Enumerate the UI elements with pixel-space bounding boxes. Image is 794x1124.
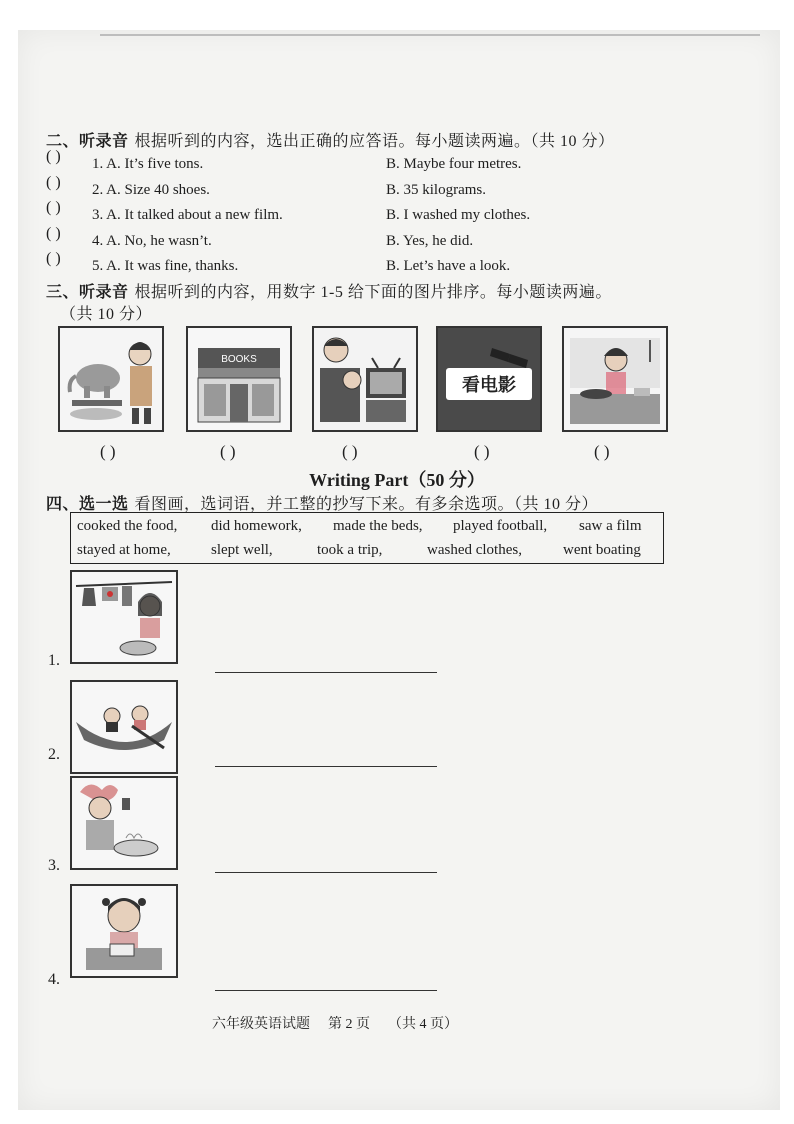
word-option: made the beds, [333,518,423,534]
option-a: 3. A. It talked about a new film. [92,207,283,223]
boating-picture [70,680,178,774]
option-a: 4. A. No, he wasn’t. [92,233,212,249]
answer-line[interactable] [215,766,437,767]
option-b: B. I washed my clothes. [386,207,531,223]
word-option: stayed at home, [77,542,171,558]
section4-instruction: 看图画，选词语，并工整的抄写下来。有多余选项。（共 10 分） [134,496,599,513]
order-paren-5[interactable]: ( ) [594,442,610,461]
option-b: B. Yes, he did. [386,233,474,249]
elephant-scale-picture [58,326,164,432]
word-option: took a trip, [317,542,383,558]
option-b: B. Maybe four metres. [386,156,522,172]
question-number: 1. [48,652,60,669]
washing-clothes-picture [70,570,178,664]
answer-paren[interactable]: ( ) [46,225,61,242]
option-a: 2. A. Size 40 shoes. [92,182,210,198]
writing-part-title: Writing Part（50 分） [309,470,485,490]
word-option: cooked the food, [77,518,178,534]
order-paren-3[interactable]: ( ) [342,442,358,461]
girl-cooking-picture [562,326,668,432]
section3-heading [46,279,612,302]
watch-film-sign: 看电影 [462,375,516,396]
option-b: B. 35 kilograms. [386,182,486,198]
order-paren-4[interactable]: ( ) [474,442,490,461]
section4-heading [46,491,598,514]
option-a: 1. A. It’s five tons. [92,156,204,172]
answer-line[interactable] [215,990,437,991]
answer-paren[interactable]: ( ) [46,199,61,216]
bookstore-sign: BOOKS [221,354,257,365]
section3-label: 三、听录音 [46,284,129,301]
footer-grade: 六年级英语试题 [212,1017,310,1032]
question-number: 3. [48,857,60,874]
section3-instruction: 根据听到的内容，用数字 1-5 给下面的图片排序。每小题读两遍。 [134,284,612,301]
answer-paren[interactable]: ( ) [46,174,61,191]
word-option: did homework, [211,518,302,534]
section2-heading [46,128,615,151]
homework-picture [70,884,178,978]
question-number: 2. [48,746,60,763]
answer-paren[interactable]: ( ) [46,250,61,267]
section4-label: 四、选一选 [46,496,129,513]
word-option: slept well, [211,542,273,558]
word-option: went boating [563,542,641,558]
word-option: saw a film [579,518,642,534]
answer-line[interactable] [215,872,437,873]
bookstore-picture [186,326,292,432]
cooking-picture [70,776,178,870]
family-tv-picture [312,326,418,432]
option-b: B. Let’s have a look. [386,258,511,274]
answer-line[interactable] [215,672,437,673]
footer-total: （共 4 页） [388,1017,458,1032]
section2-instruction: 根据听到的内容，选出正确的应答语。每小题读两遍。（共 10 分） [134,133,615,150]
section2-label: 二、听录音 [46,133,129,150]
word-option: played football, [453,518,548,534]
page-footer [212,1013,476,1033]
order-paren-2[interactable]: ( ) [220,442,236,461]
section3-score: （共 10 分） [60,306,153,323]
word-bank-box [70,512,664,564]
word-option: washed clothes, [427,542,522,558]
option-a: 5. A. It was fine, thanks. [92,258,239,274]
page-top-border [100,34,760,36]
watch-film-picture [436,326,542,432]
footer-page: 第 2 页 [328,1017,370,1032]
order-paren-1[interactable]: ( ) [100,442,116,461]
answer-paren[interactable]: ( ) [46,148,61,165]
question-number: 4. [48,971,60,988]
